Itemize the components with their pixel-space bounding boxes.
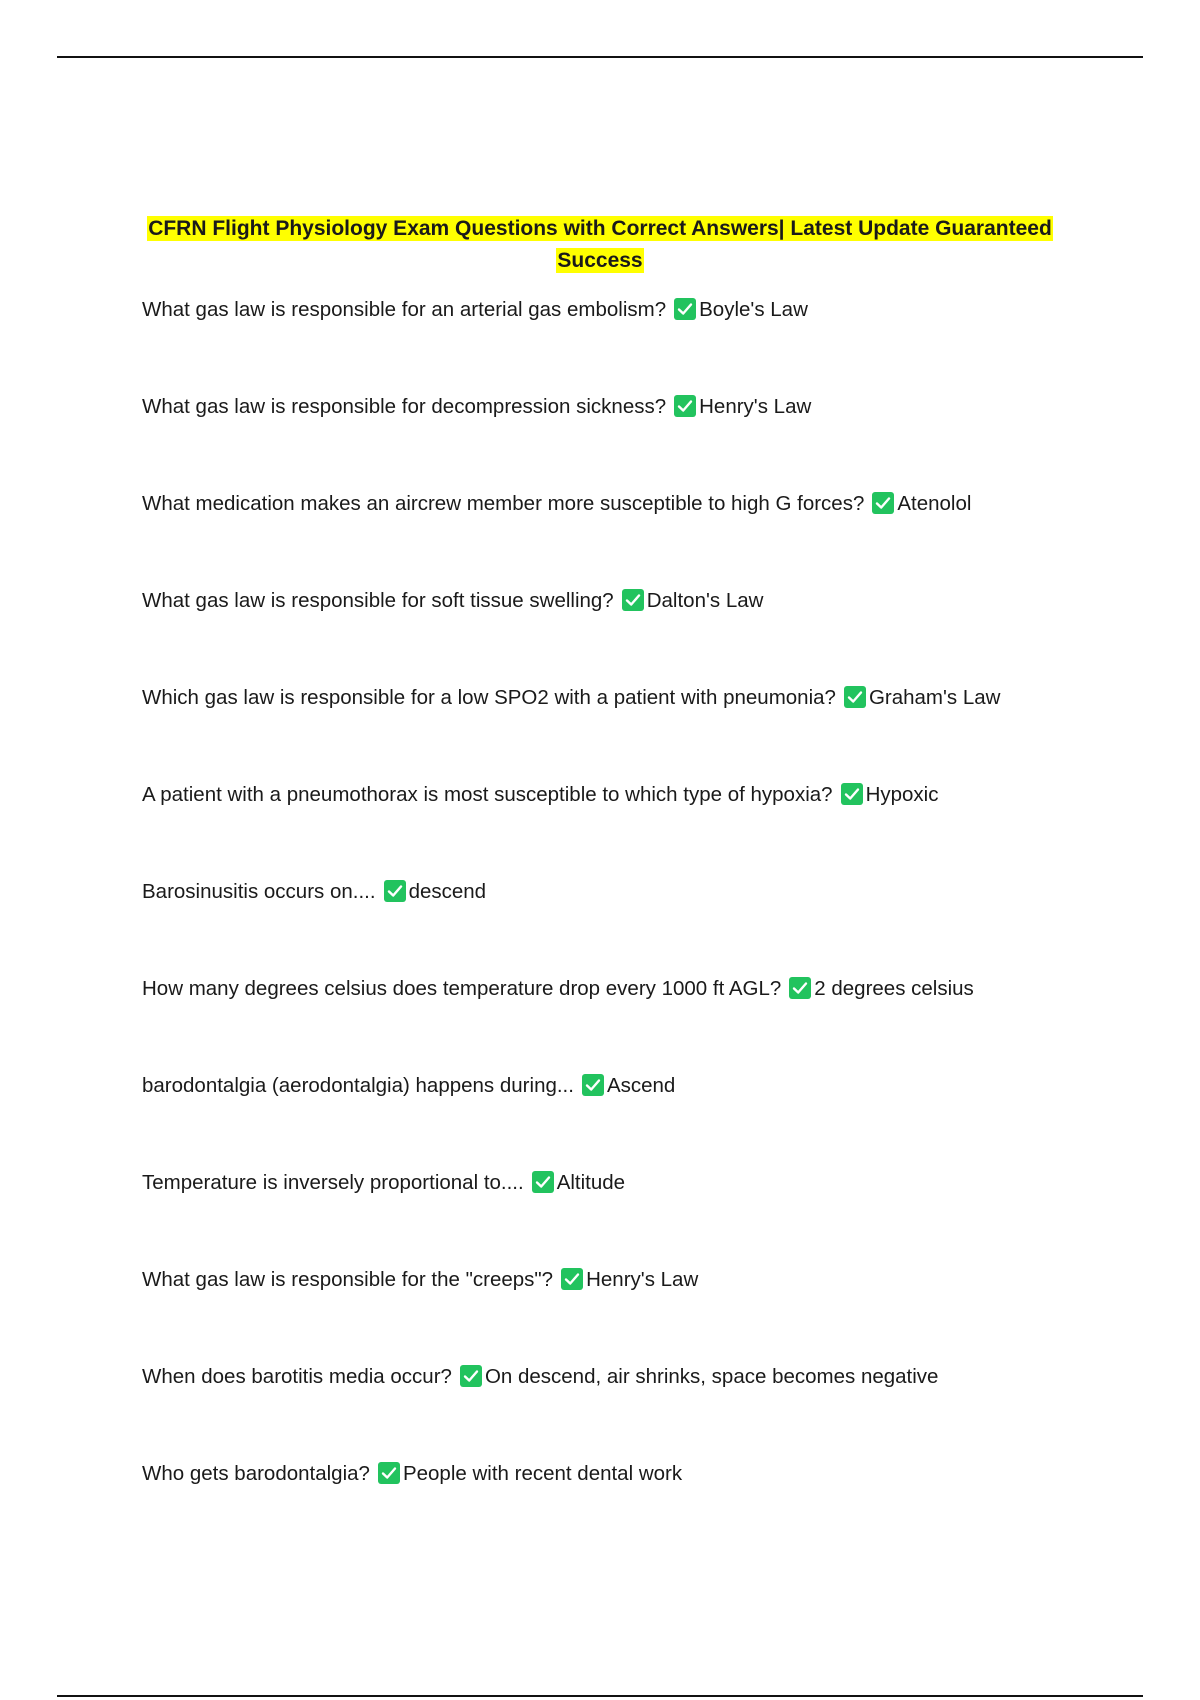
answer-text: Hypoxic (865, 783, 939, 806)
qa-item (142, 1266, 1142, 1363)
question-text: What gas law is responsible for the "creeps"? (142, 1268, 554, 1291)
check-mark-icon (841, 783, 863, 805)
check-mark-icon (674, 298, 696, 320)
qa-item (142, 587, 1142, 684)
answer-text: Graham's Law (868, 686, 1001, 709)
check-mark-icon (561, 1268, 583, 1290)
question-answer-list (142, 296, 1142, 1557)
qa-item (142, 1363, 1142, 1460)
title-line-1: CFRN Flight Physiology Exam Questions with Correct Answers| Latest Update Guaranteed (148, 217, 1052, 240)
check-mark-icon (532, 1171, 554, 1193)
answer-text: Dalton's Law (646, 589, 764, 612)
check-mark-icon (460, 1365, 482, 1387)
check-mark-icon (622, 589, 644, 611)
answer-text: On descend, air shrinks, space becomes negative (484, 1365, 939, 1388)
check-mark-icon (844, 686, 866, 708)
answer-text: Atenolol (897, 492, 972, 515)
check-mark-icon (384, 880, 406, 902)
answer-text: People with recent dental work (402, 1462, 683, 1485)
footer-divider (57, 1695, 1143, 1697)
qa-item (142, 975, 1142, 1072)
answer-text: Altitude (556, 1171, 626, 1194)
answer-text: Ascend (606, 1074, 676, 1097)
qa-item (142, 878, 1142, 975)
check-mark-icon (378, 1462, 400, 1484)
qa-item (142, 684, 1142, 781)
qa-item (142, 1072, 1142, 1169)
question-text: Barosinusitis occurs on.... (142, 880, 376, 903)
check-mark-icon (674, 395, 696, 417)
answer-text: Henry's Law (586, 1268, 699, 1291)
check-mark-icon (582, 1074, 604, 1096)
check-mark-icon (789, 977, 811, 999)
question-text: Who gets barodontalgia? (142, 1462, 370, 1485)
question-text: What medication makes an aircrew member more susceptible to high G forces? (142, 492, 865, 515)
question-text: Temperature is inversely proportional to.... (142, 1171, 524, 1194)
question-text: What gas law is responsible for soft tissue swelling? (142, 589, 614, 612)
qa-item (142, 490, 1142, 587)
qa-item (142, 1169, 1142, 1266)
question-text: How many degrees celsius does temperature drop every 1000 ft AGL? (142, 977, 782, 1000)
question-text: When does barotitis media occur? (142, 1365, 452, 1388)
qa-item (142, 1460, 1142, 1557)
qa-item (142, 393, 1142, 490)
question-text: barodontalgia (aerodontalgia) happens during... (142, 1074, 574, 1097)
answer-text: Boyle's Law (699, 298, 808, 321)
document-title (100, 213, 1100, 277)
title-line-2: Success (557, 249, 643, 272)
qa-item (142, 296, 1142, 393)
qa-item (142, 781, 1142, 878)
check-mark-icon (872, 492, 894, 514)
question-text: Which gas law is responsible for a low SPO2 with a patient with pneumonia? (142, 686, 836, 709)
answer-text: descend (408, 880, 487, 903)
answer-text: 2 degrees celsius (814, 977, 974, 1000)
question-text: A patient with a pneumothorax is most susceptible to which type of hypoxia? (142, 783, 833, 806)
question-text: What gas law is responsible for an arterial gas embolism? (142, 298, 667, 321)
question-text: What gas law is responsible for decompression sickness? (142, 395, 667, 418)
header-divider (57, 56, 1143, 58)
answer-text: Henry's Law (699, 395, 812, 418)
